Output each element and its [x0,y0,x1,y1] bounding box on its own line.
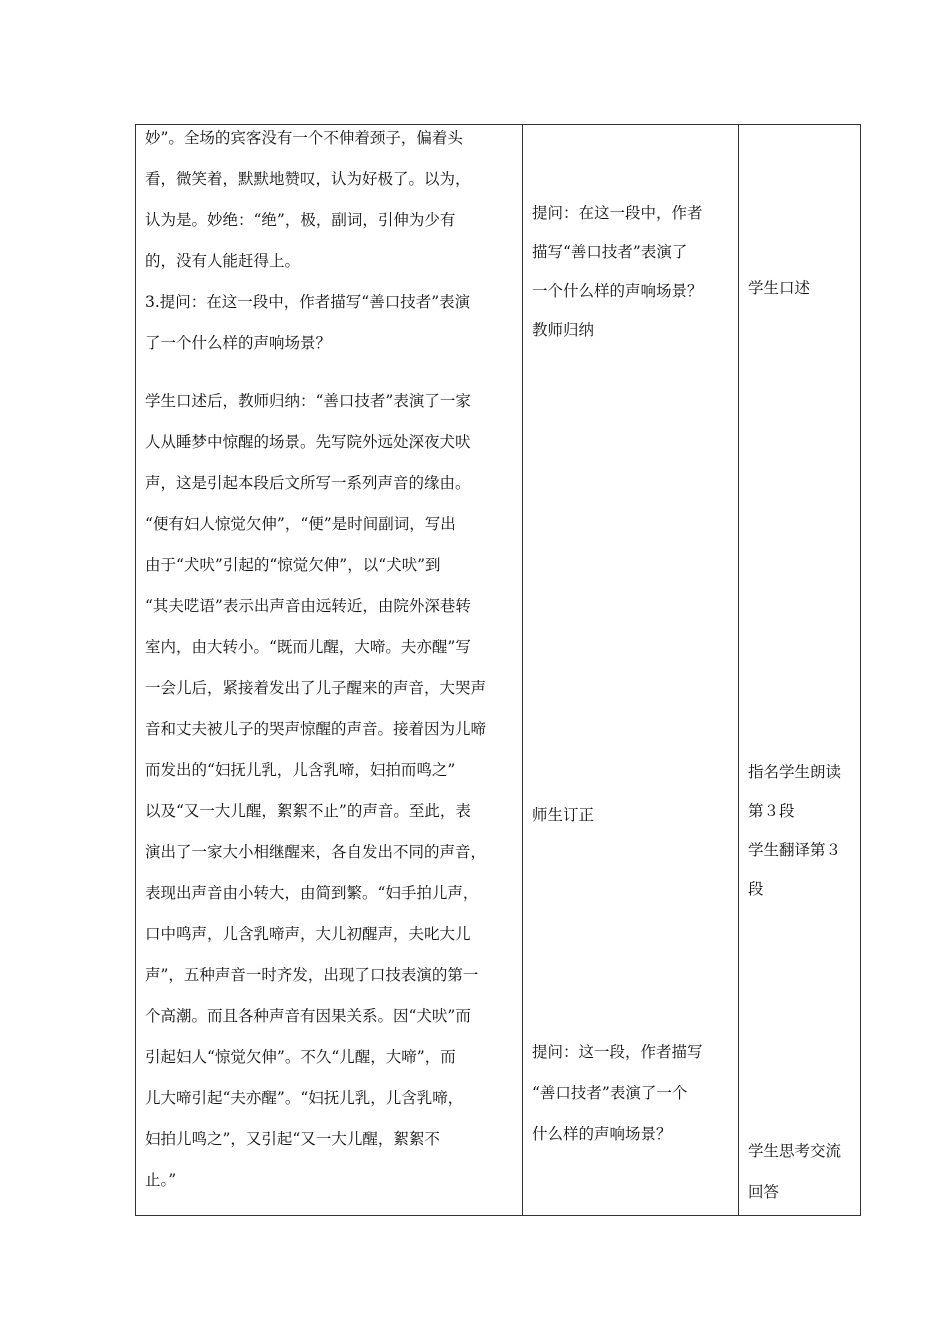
text-line: 一会儿后，紧接着发出了儿子醒来的声音，大哭声 [145,679,487,697]
text-line: 看，微笑着，默默地赞叹，认为好极了。以为， [145,170,471,188]
text-line: 口中鸣声，儿含乳啼声，大儿初醒声，夫叱大儿 [145,925,471,943]
column-divider-1 [522,125,523,1215]
text-line: 学生翻译第３ [748,841,842,859]
text-line: 表现出声音由小转大，由简到繁。“妇手拍儿声， [145,884,479,902]
text-line: 了一个什么样的声响场景？ [145,334,332,352]
text-line: 一个什么样的声响场景？ [532,282,703,300]
text-line: “其夫呓语”表示出声音由远转近，由院外深巷转 [145,597,471,615]
text-line: 由于“犬吠”引起的“惊觉欠伸”，以“犬吠”到 [145,556,441,574]
text-line: 段 [748,880,764,898]
text-line: 声”，五种声音一时齐发，出现了口技表演的第一 [145,966,479,984]
text-line: “善口技者”表演了一个 [532,1084,688,1102]
text-line: 第３段 [748,802,795,820]
text-line: 师生订正 [532,806,595,824]
text-line: 个高潮。而且各种声音有因果关系。因“犬吠”而 [145,1007,471,1025]
text-line: 3.提问：在这一段中，作者描写“善口技者”表演 [145,293,471,311]
text-line: 止。” [145,1171,177,1189]
text-line: 以及“又一大儿醒，絮絮不止”的声音。至此，表 [145,802,471,820]
text-line: 的，没有人能赶得上。 [145,252,301,270]
text-line: 引起妇人“惊觉欠伸”。不久“儿醒，大啼”，而 [145,1048,456,1066]
text-line: 人从睡梦中惊醒的场景。先写院外远处深夜犬吠 [145,433,471,451]
column-divider-2 [738,125,739,1215]
text-line: 室内，由大转小。“既而儿醒，大啼。夫亦醒”写 [145,638,471,656]
text-line: 妙”。全场的宾客没有一个不伸着颈子，偏着头 [145,129,463,147]
text-line: 什么样的声响场景？ [532,1125,672,1143]
text-line: 学生口述 [748,279,811,297]
text-line: “便有妇人惊觉欠伸”，“便”是时间副词，写出 [145,515,456,533]
text-line: 回答 [748,1183,780,1201]
text-line: 提问：这一段，作者描写 [532,1043,703,1061]
text-line: 提问：在这一段中，作者 [532,204,703,222]
text-line: 指名学生朗读 [748,763,842,781]
text-line: 而发出的“妇抚儿乳，儿含乳啼，妇拍而鸣之” [145,761,456,779]
text-line: 学生口述后，教师归纳：“善口技者”表演了一家 [145,392,471,410]
text-line: 学生思考交流 [748,1142,842,1160]
text-line: 认为是。妙绝：“绝”，极，副词，引伸为少有 [145,211,456,229]
text-line: 儿大啼引起“夫亦醒”。“妇抚儿乳，儿含乳啼， [145,1089,464,1107]
text-line: 声，这是引起本段后文所写一系列声音的缘由。 [145,474,471,492]
text-line: 演出了一家大小相继醒来，各自发出不同的声音， [145,843,487,861]
text-line: 妇拍儿鸣之”，又引起“又一大儿醒，絮絮不 [145,1130,440,1148]
text-line: 音和丈夫被儿子的哭声惊醒的声音。接着因为儿啼 [145,720,487,738]
text-line: 教师归纳 [532,321,595,339]
text-line: 描写“善口技者”表演了 [532,243,688,261]
